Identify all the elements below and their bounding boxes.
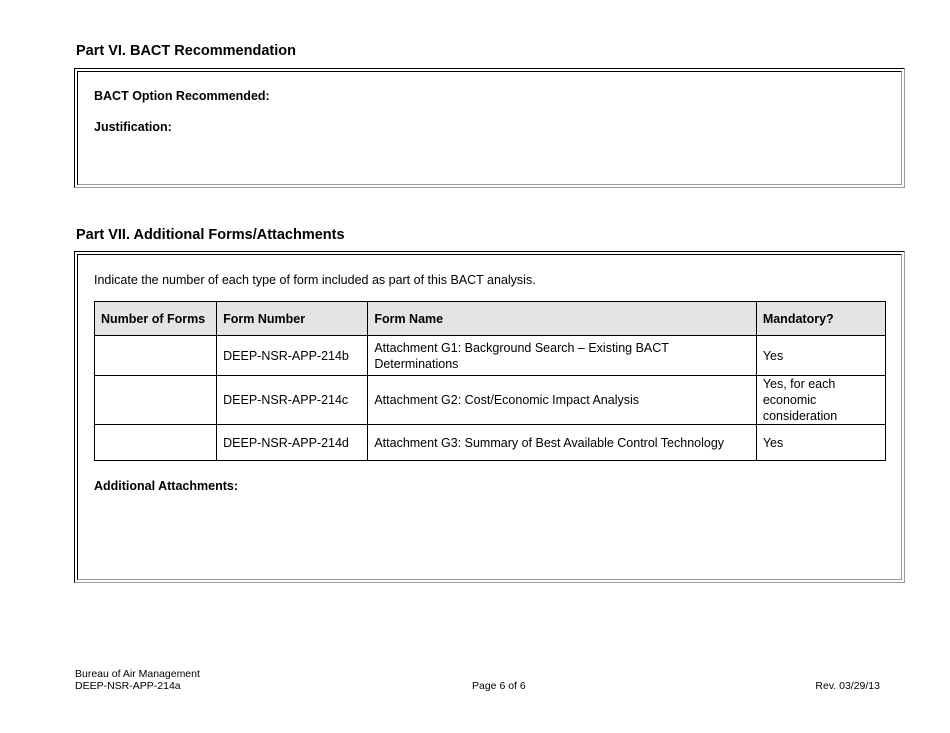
part7-title: Part VII. Additional Forms/Attachments — [76, 227, 345, 243]
column-header-mandatory: Mandatory? — [756, 302, 885, 336]
number-of-forms-cell[interactable] — [95, 376, 217, 425]
form-number-cell: DEEP-NSR-APP-214c — [217, 376, 368, 425]
footer-page-number: Page 6 of 6 — [472, 680, 526, 692]
additional-forms-box — [74, 251, 905, 583]
number-of-forms-cell[interactable] — [95, 425, 217, 461]
form-name-cell: Attachment G1: Background Search – Existing BACT Determinations — [368, 336, 756, 376]
justification-label: Justification: — [94, 120, 172, 134]
form-number-cell: DEEP-NSR-APP-214d — [217, 425, 368, 461]
additional-attachments-label: Additional Attachments: — [94, 479, 238, 493]
table-header-row — [95, 302, 886, 336]
forms-intro-text: Indicate the number of each type of form included as part of this BACT analysis. — [94, 273, 536, 287]
column-header-form-number: Form Number — [217, 302, 368, 336]
forms-table — [94, 301, 886, 461]
footer-form-id: DEEP-NSR-APP-214a — [75, 680, 181, 692]
form-number-cell: DEEP-NSR-APP-214b — [217, 336, 368, 376]
footer-revision: Rev. 03/29/13 — [815, 680, 880, 692]
bact-option-label: BACT Option Recommended: — [94, 89, 270, 103]
footer-left — [75, 668, 200, 692]
form-name-cell: Attachment G3: Summary of Best Available Control Technology — [368, 425, 756, 461]
mandatory-cell: Yes — [756, 425, 885, 461]
form-name-cell: Attachment G2: Cost/Economic Impact Analysis — [368, 376, 756, 425]
number-of-forms-cell[interactable] — [95, 336, 217, 376]
footer-agency: Bureau of Air Management — [75, 668, 200, 680]
table-row — [95, 336, 886, 376]
column-header-number-of-forms: Number of Forms — [95, 302, 217, 336]
column-header-form-name: Form Name — [368, 302, 756, 336]
part6-title: Part VI. BACT Recommendation — [76, 43, 296, 59]
mandatory-cell: Yes, for each economic consideration — [756, 376, 885, 425]
mandatory-cell: Yes — [756, 336, 885, 376]
table-row — [95, 376, 886, 425]
bact-recommendation-box — [74, 68, 905, 188]
table-row — [95, 425, 886, 461]
